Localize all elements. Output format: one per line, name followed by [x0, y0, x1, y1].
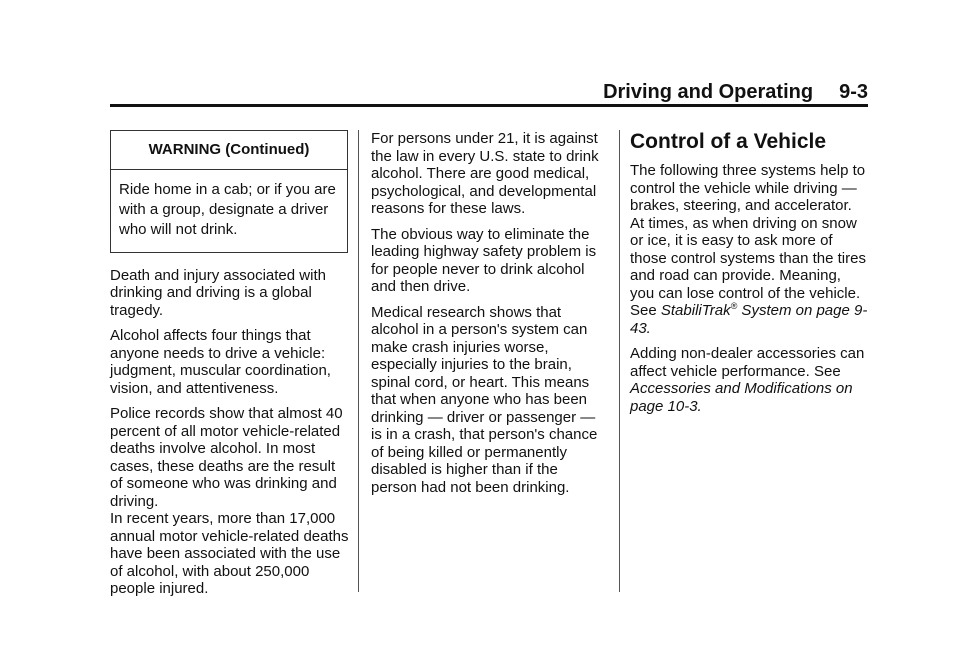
paragraph: Adding non-dealer accessories can affect vehicle performance. See Accessories and Modifications on page 10-3.: [630, 345, 865, 415]
section-heading: Control of a Vehicle: [630, 130, 827, 153]
column-2: [371, 130, 607, 504]
warning-body: Ride home in a cab; or if you are with a group, designate a driver who will not drink.: [119, 180, 336, 238]
paragraph: Police records show that almost 40 percent of all motor vehicle-related deaths involve alcohol. In most cases, these deaths are the result of someone who was drinking and driving. In recent years, more than 17,000 annual motor vehicle-related deaths have been associated with the use of alcohol, with about 250,000 people injured.: [110, 405, 349, 597]
paragraph: Alcohol affects four things that anyone needs to drive a vehicle: judgment, muscular coordination, vision, and attentiveness.: [110, 327, 331, 397]
column-divider-2: [619, 130, 620, 592]
column-1: [110, 130, 350, 606]
section-title: Driving and Operating: [603, 81, 814, 103]
paragraph: For persons under 21, it is against the law in every U.S. state to drink alcohol. There are good medical, psychological, and developmental reasons for these laws.: [371, 130, 599, 217]
paragraph: Medical research shows that alcohol in a person's system can make crash injuries worse, especially injuries to the brain, spinal cord, or heart. This means that when anyone who has been drinking — driver or passenger — is in a crash, that person's chance of being killed or permanently disabled is higher than if the person had not been drinking.: [371, 303, 598, 496]
warning-title: WARNING (Continued): [111, 131, 347, 170]
warning-box: [110, 130, 348, 253]
column-3: [630, 130, 868, 423]
paragraph: The obvious way to eliminate the leading highway safety problem is for people never to drink alcohol and then drive.: [371, 225, 597, 295]
paragraph: Death and injury associated with drinking and driving is a global tragedy.: [110, 266, 326, 319]
cross-reference-link[interactable]: Accessories and Modifications on page 10-3.: [630, 380, 853, 415]
page-number: 9-3: [839, 81, 868, 103]
paragraph: The following three systems help to control the vehicle while driving — brakes, steering, and accelerator. At times, as when driving on snow or ice, it is easy to ask more of those control systems than the tires and road can provide. Meaning, you can lose control of the vehicle. See StabiliTrak® System on page 9-43.: [630, 162, 868, 337]
cross-reference-link[interactable]: StabiliTrak® System on page 9-43.: [630, 301, 868, 337]
page-header: [110, 80, 868, 104]
column-divider-1: [358, 130, 359, 592]
header-rule: [110, 104, 868, 107]
